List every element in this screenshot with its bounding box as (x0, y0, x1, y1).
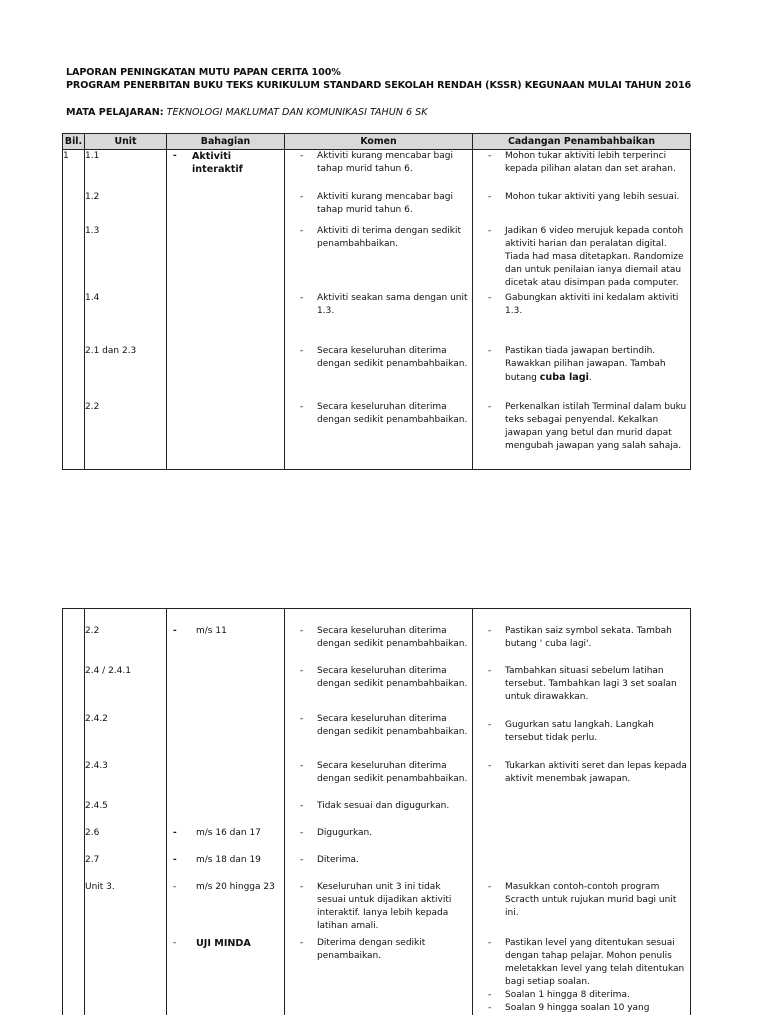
row-unit: 2.2 (85, 401, 167, 470)
row-komen: - Secara keseluruhan diterima dengan sedikit penambahbaikan. (285, 756, 473, 796)
row-bahagian: - Aktiviti interaktif (167, 150, 285, 191)
row-cadangan: - Masukkan contoh-contoh program Scracth untuk rujukan murid bagi unit ini. (473, 877, 691, 933)
subject-line (66, 107, 428, 118)
row-cadangan: - Mohon tukar aktiviti lebih terperinci kepada pilihan alatan dan set arahan. (473, 150, 691, 191)
row-bahagian: - m/s 11 (167, 609, 285, 652)
col-bahagian: Bahagian (167, 134, 285, 150)
row-bil: 1 (63, 150, 85, 191)
table-row (63, 150, 691, 191)
row-unit: Unit 3. (85, 877, 167, 933)
subject-value: TEKNOLOGI MAKLUMAT DAN KOMUNIKASI TAHUN 6 SK (166, 107, 428, 118)
cadangan-pre: Pastikan tiada jawapan bertindih. Rawakkan pilihan jawapan. Tambah butang (505, 345, 666, 383)
table-row (63, 292, 691, 345)
row-cadangan: - Mohon tukar aktiviti yang lebih sesuai. (473, 191, 691, 225)
table-row (63, 609, 691, 652)
row-bahagian: - UJI MINDA (167, 933, 285, 1015)
table-row (63, 756, 691, 796)
row-unit: 1.3 (85, 225, 167, 292)
row-unit: 2.7 (85, 850, 167, 877)
row-komen: - Secara keseluruhan diterima dengan sedikit penambahbaikan. (285, 401, 473, 470)
table-row (63, 225, 691, 292)
row-komen: - Aktiviti di terima dengan sedikit penambahbaikan. (285, 225, 473, 292)
review-table-1 (62, 133, 691, 470)
table-row (63, 796, 691, 823)
table-row (63, 345, 691, 401)
table-row (63, 191, 691, 225)
review-table-2 (62, 608, 691, 1015)
row-unit: 1.4 (85, 292, 167, 345)
subject-label: MATA PELAJARAN: (66, 107, 164, 118)
row-cadangan: - Jadikan 6 video merujuk kepada contoh aktiviti harian dan peralatan digital. Tiada had masa ditetapkan. Randomize dan untuk penilaian ianya diemail atau dicetak atau disimpan pada computer. (473, 225, 691, 292)
row-komen: - Secara keseluruhan diterima dengan sedikit penambahbaikan. (285, 704, 473, 756)
row-cadangan: - Gabungkan aktiviti ini kedalam aktiviti 1.3. (473, 292, 691, 345)
table-row (63, 933, 691, 1015)
row-komen: - Digugurkan. (285, 823, 473, 850)
row-unit: 2.1 dan 2.3 (85, 345, 167, 401)
program-title: PROGRAM PENERBITAN BUKU TEKS KURIKULUM STANDARD SEKOLAH RENDAH (KSSR) KEGUNAAN MULAI TAHUN 2016 (66, 80, 692, 91)
table-row (63, 850, 691, 877)
row-unit: 1.1 (85, 150, 167, 191)
table-header-row (63, 134, 691, 150)
row-unit: 2.4.2 (85, 704, 167, 756)
table-row (63, 704, 691, 756)
row-unit: 2.6 (85, 823, 167, 850)
row-komen: - Aktiviti kurang mencabar bagi tahap murid tahun 6. (285, 191, 473, 225)
table-row (63, 877, 691, 933)
col-cadangan: Cadangan Penambahbaikan (473, 134, 691, 150)
row-unit: 2.4.5 (85, 796, 167, 823)
table-row (63, 401, 691, 470)
row-cadangan: - Pastikan level yang ditentukan sesuai dengan tahap pelajar. Mohon penulis meletakkan level yang telah ditentukan bagi setiap soalan. - Soalan 1 hingga 8 diterima. - Soalan 9 hingga soalan 10 yang (473, 933, 691, 1015)
table-row (63, 823, 691, 850)
row-komen: - Diterima. (285, 850, 473, 877)
row-komen: - Secara keseluruhan diterima dengan sedikit penambahbaikan. (285, 345, 473, 401)
row-komen: - Tidak sesuai dan digugurkan. (285, 796, 473, 823)
row-komen: - Diterima dengan sedikit penambaikan. (285, 933, 473, 1015)
row-cadangan: - Gugurkan satu langkah. Langkah tersebut tidak perlu. (473, 704, 691, 756)
row-komen: - Keseluruhan unit 3 ini tidak sesuai untuk dijadikan aktiviti interaktif. Ianya lebih kepada latihan amali. (285, 877, 473, 933)
cadangan-post: . (588, 372, 592, 383)
row-komen: - Secara keseluruhan diterima dengan sedikit penambahbaikan. (285, 609, 473, 652)
col-komen: Komen (285, 134, 473, 150)
row-bahagian: - m/s 18 dan 19 (167, 850, 285, 877)
row-unit: 2.2 (85, 609, 167, 652)
row-unit: 2.4.3 (85, 756, 167, 796)
col-bil: Bil. (63, 134, 85, 150)
table-row (63, 651, 691, 704)
row-komen: - Secara keseluruhan diterima dengan sedikit penambahbaikan. (285, 651, 473, 704)
row-komen: - Aktiviti kurang mencabar bagi tahap murid tahun 6. (285, 150, 473, 191)
row-unit: 1.2 (85, 191, 167, 225)
row-cadangan: - Tambahkan situasi sebelum latihan tersebut. Tambahkan lagi 3 set soalan untuk dirawakkan. (473, 651, 691, 704)
row-bahagian: - m/s 16 dan 17 (167, 823, 285, 850)
row-cadangan: - Pastikan saiz symbol sekata. Tambah butang ' cuba lagi'. (473, 609, 691, 652)
row-cadangan: - Perkenalkan istilah Terminal dalam buku teks sebagai penyendal. Kekalkan jawapan yang betul dan murid dapat mengubah jawapan yang salah sahaja. (473, 401, 691, 470)
report-title: LAPORAN PENINGKATAN MUTU PAPAN CERITA 100% (66, 67, 341, 78)
row-komen: - Aktiviti seakan sama dengan unit 1.3. (285, 292, 473, 345)
col-unit: Unit (85, 134, 167, 150)
cadangan-bold: cuba lagi (539, 371, 589, 383)
row-unit: 2.4 / 2.4.1 (85, 651, 167, 704)
row-cadangan: - Tukarkan aktiviti seret dan lepas kepada aktivit menembak jawapan. (473, 756, 691, 796)
row-bahagian: - m/s 20 hingga 23 (167, 877, 285, 933)
row-cadangan: - Pastikan tiada jawapan bertindih. Rawakkan pilihan jawapan. Tambah butang cuba lagi. (473, 345, 691, 401)
